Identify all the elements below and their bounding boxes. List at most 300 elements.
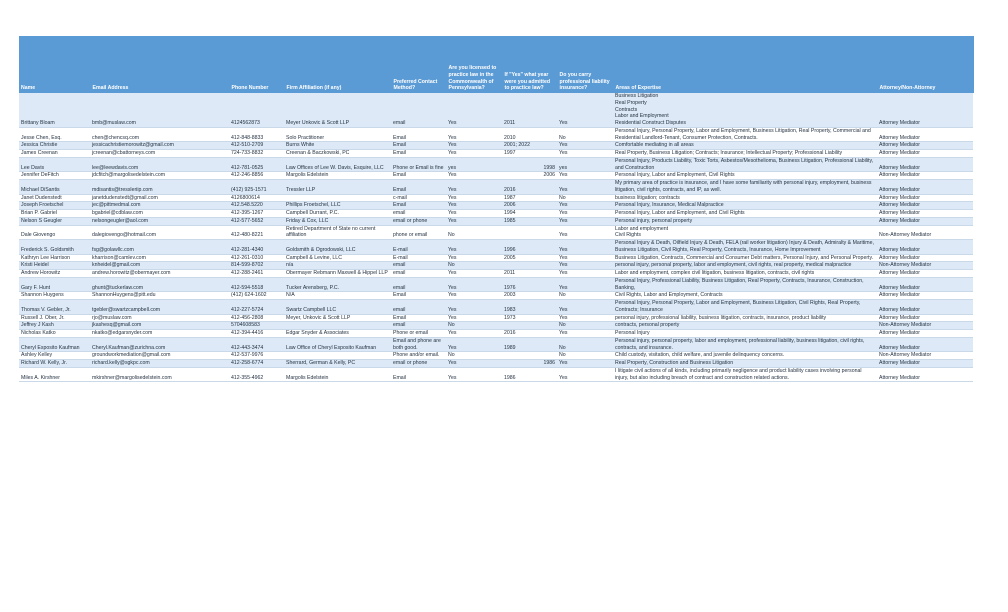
cell-year-admitted: [502, 352, 557, 360]
cell-email: ShannonHuygens@pitt.edu: [90, 292, 229, 300]
cell-expertise: Personal Injury & Death, Oilfield Injury & Death, FELA (rail worker litigation) Injury & Death, Admiralty & Maritime, Business Litigation, Civil Rights, Real Property, Contracts, Insurance, Home Improvement: [613, 240, 877, 255]
cell-pa-licensed: Yes: [446, 172, 502, 180]
cell-expertise: Personal injury, personal property, labor and employment, professional liability, business litigation, civil rights, contracts, and insurance.: [613, 337, 877, 352]
cell-name: Andrew Horowitz: [19, 270, 90, 278]
column-header-email: Email Address: [90, 36, 229, 93]
cell-firm: Tucker Arensberg, P.C.: [284, 277, 391, 292]
cell-contact-method: Phone and/or email.: [391, 352, 446, 360]
cell-expertise: Personal Injury, Labor and Employment, Civil Rights: [613, 172, 877, 180]
table-row: [19, 202, 973, 210]
cell-contact-method: E-mail: [391, 240, 446, 255]
cell-phone: 412-443-3474: [229, 337, 284, 352]
cell-attorney-type: Attorney Mediator: [877, 277, 973, 292]
cell-email: tgebler@swartzcampbell.com: [90, 300, 229, 315]
cell-contact-method: email: [391, 210, 446, 218]
cell-firm: Phillips Froetschel, LLC: [284, 202, 391, 210]
cell-pa-licensed: yes: [446, 157, 502, 172]
cell-firm: Sherrard, German & Kelly, PC: [284, 360, 391, 368]
cell-name: Jesse Chen, Esq.: [19, 127, 90, 142]
cell-attorney-type: Attorney Mediator: [877, 270, 973, 278]
cell-expertise: Labor and employment, complex civil litigation, business litigation, contracts, civil rights: [613, 270, 877, 278]
cell-contact-method: Email: [391, 367, 446, 382]
column-header-pa-licensed: Are you licensed to practice law in the Commonwealth of Pennsylvania?: [446, 36, 502, 93]
cell-phone: 412-288-2461: [229, 270, 284, 278]
cell-phone: 412-394-4416: [229, 330, 284, 338]
cell-year-admitted: 2016: [502, 180, 557, 195]
cell-liability-insurance: Yes: [557, 240, 613, 255]
cell-email: richard.kelly@sgkpc.com: [90, 360, 229, 368]
cell-attorney-type: Attorney Mediator: [877, 180, 973, 195]
cell-phone: 412-395-1267: [229, 210, 284, 218]
cell-pa-licensed: Yes: [446, 240, 502, 255]
cell-expertise: Personal Injury, Insurance, Medical Malpractice: [613, 202, 877, 210]
cell-year-admitted: 1973: [502, 314, 557, 322]
cell-contact-method: email: [391, 270, 446, 278]
spreadsheet: [19, 36, 973, 382]
cell-expertise: Personal Injury, Personal Property, Labor and Employment, Business Litigation, Civil Rights, Real Property, Contracts; Insurance: [613, 300, 877, 315]
cell-name: Gary F. Hunt: [19, 277, 90, 292]
cell-email: bmb@muslaw.com: [90, 93, 229, 127]
cell-expertise: Real Property, Construction and Business Litigation: [613, 360, 877, 368]
table-row: [19, 254, 973, 262]
cell-phone: 412-577-5652: [229, 217, 284, 225]
cell-email: jkashesq@gmail.com: [90, 322, 229, 330]
table-row: [19, 210, 973, 218]
cell-firm: Solo Practitioner: [284, 127, 391, 142]
cell-expertise: Personal Injury: [613, 330, 877, 338]
cell-firm: Campbell & Levine, LLC: [284, 254, 391, 262]
cell-liability-insurance: Yes: [557, 217, 613, 225]
cell-liability-insurance: Yes: [557, 210, 613, 218]
cell-email: janetdudenstedt@gmail.com: [90, 194, 229, 202]
cell-year-admitted: 1983: [502, 300, 557, 315]
cell-attorney-type: Attorney Mediator: [877, 93, 973, 127]
cell-pa-licensed: Yes: [446, 217, 502, 225]
table-row: [19, 270, 973, 278]
cell-liability-insurance: Yes: [557, 277, 613, 292]
cell-pa-licensed: No: [446, 262, 502, 270]
cell-phone: 724-733-8832: [229, 150, 284, 158]
cell-liability-insurance: Yes: [557, 93, 613, 127]
table-row: [19, 314, 973, 322]
cell-attorney-type: Attorney Mediator: [877, 292, 973, 300]
cell-liability-insurance: No: [557, 127, 613, 142]
cell-contact-method: Phone or Email is fine: [391, 157, 446, 172]
cell-expertise: Real Property, Business Litigation; Contracts; Insurance; Intellectual Property; Professional Liability: [613, 150, 877, 158]
cell-pa-licensed: Yes: [446, 127, 502, 142]
cell-phone: 412-246-8856: [229, 172, 284, 180]
cell-pa-licensed: No: [446, 352, 502, 360]
cell-liability-insurance: Yes: [557, 254, 613, 262]
cell-phone: 412-848-8833: [229, 127, 284, 142]
cell-firm: Law Offices of Lee W. Davis, Esquire, LLC: [284, 157, 391, 172]
table-row: [19, 322, 973, 330]
cell-liability-insurance: Yes: [557, 142, 613, 150]
cell-phone: 412-261-0310: [229, 254, 284, 262]
cell-name: Miles A. Kirshner: [19, 367, 90, 382]
column-header-contact-method: Preferred Contact Method?: [391, 36, 446, 93]
cell-pa-licensed: Yes: [446, 210, 502, 218]
mediator-table: [19, 36, 974, 382]
cell-name: Frederick S. Goldsmith: [19, 240, 90, 255]
cell-year-admitted: 2006: [502, 172, 557, 180]
cell-firm: Retired Department of State no current affiliation: [284, 225, 391, 240]
cell-liability-insurance: No: [557, 292, 613, 300]
cell-pa-licensed: Yes: [446, 194, 502, 202]
cell-phone: 814-599-8702: [229, 262, 284, 270]
column-header-phone: Phone Number: [229, 36, 284, 93]
cell-contact-method: Email: [391, 292, 446, 300]
cell-year-admitted: 1998: [502, 157, 557, 172]
cell-liability-insurance: No: [557, 194, 613, 202]
cell-liability-insurance: Yes: [557, 180, 613, 195]
cell-email: chen@chencsq.com: [90, 127, 229, 142]
cell-contact-method: email: [391, 300, 446, 315]
cell-name: Kathryn Lee Harrison: [19, 254, 90, 262]
cell-email: knheidel@gmail.com: [90, 262, 229, 270]
cell-email: bgabriel@cdblaw.com: [90, 210, 229, 218]
cell-liability-insurance: Yes: [557, 270, 613, 278]
cell-liability-insurance: Yes: [557, 367, 613, 382]
cell-pa-licensed: Yes: [446, 367, 502, 382]
cell-contact-method: Email and phone are both good.: [391, 337, 446, 352]
cell-expertise: personal injury, professional liability, business litigation, contracts, insurance, product liability: [613, 314, 877, 322]
cell-name: Janet Dudenstedt: [19, 194, 90, 202]
cell-year-admitted: [502, 322, 557, 330]
cell-contact-method: Phone or email: [391, 330, 446, 338]
cell-firm: Friday & Cox, LLC: [284, 217, 391, 225]
cell-name: James Creenan: [19, 150, 90, 158]
cell-name: Brian P. Gabriel: [19, 210, 90, 218]
cell-phone: (412) 925-1571: [229, 180, 284, 195]
cell-name: Nicholas Katko: [19, 330, 90, 338]
cell-pa-licensed: Yes: [446, 314, 502, 322]
cell-firm: Tressler LLP: [284, 180, 391, 195]
cell-email: jec@pittmedmal.com: [90, 202, 229, 210]
cell-email: rjo@muslaw.com: [90, 314, 229, 322]
table-row: [19, 367, 973, 382]
cell-firm: Margolis Edelstein: [284, 172, 391, 180]
cell-pa-licensed: Yes: [446, 292, 502, 300]
cell-year-admitted: [502, 225, 557, 240]
table-row: [19, 225, 973, 240]
column-header-liability-insurance: Do you carry professional liability insurance?: [557, 36, 613, 93]
table-row: [19, 352, 973, 360]
cell-email: Cheryl.Kaufman@zurichna.com: [90, 337, 229, 352]
cell-firm: Edgar Snyder & Associates: [284, 330, 391, 338]
cell-year-admitted: 1987: [502, 194, 557, 202]
cell-email: jessicachristiemorowitz@gmail.com: [90, 142, 229, 150]
cell-liability-insurance: Yes: [557, 262, 613, 270]
cell-email: kharrison@camlev.com: [90, 254, 229, 262]
cell-year-admitted: 2010: [502, 127, 557, 142]
cell-name: Thomas V. Gebler, Jr.: [19, 300, 90, 315]
cell-attorney-type: Non-Attorney Mediator: [877, 262, 973, 270]
cell-expertise: My primary area of practice is insurance, and I have some familiarity with personal injury, employment, business litigation, civil rights, contracts, and IP, as well.: [613, 180, 877, 195]
cell-liability-insurance: Yes: [557, 330, 613, 338]
cell-name: Richard W. Kelly, Jr.: [19, 360, 90, 368]
table-row: [19, 93, 973, 127]
cell-contact-method: phone or email: [391, 225, 446, 240]
table-row: [19, 240, 973, 255]
cell-year-admitted: 2006: [502, 202, 557, 210]
table-body: [19, 93, 973, 382]
cell-expertise: Personal Injury, Professional Liability, Business Litigation, Real Property, Contracts, Insurance, Construction, Banking,: [613, 277, 877, 292]
table-row: [19, 142, 973, 150]
cell-year-admitted: 1996: [502, 240, 557, 255]
cell-attorney-type: Non-Attorney Mediator: [877, 352, 973, 360]
cell-firm: n/a: [284, 262, 391, 270]
cell-attorney-type: Non-Attorney Mediator: [877, 322, 973, 330]
cell-phone: 412-227-5724: [229, 300, 284, 315]
table-row: [19, 337, 973, 352]
cell-attorney-type: Attorney Mediator: [877, 254, 973, 262]
cell-pa-licensed: Yes: [446, 277, 502, 292]
cell-name: Brittany Bloam: [19, 93, 90, 127]
cell-year-admitted: [502, 262, 557, 270]
cell-attorney-type: Attorney Mediator: [877, 330, 973, 338]
cell-firm: [284, 194, 391, 202]
table-row: [19, 292, 973, 300]
cell-liability-insurance: Yes: [557, 172, 613, 180]
cell-phone: 412-510-2709: [229, 142, 284, 150]
cell-phone: 412-594-5518: [229, 277, 284, 292]
cell-name: Lee Davis: [19, 157, 90, 172]
cell-expertise: personal injury, personal property, labor and employment, civil rights, real property, medical malpractice: [613, 262, 877, 270]
cell-contact-method: Email: [391, 172, 446, 180]
cell-liability-insurance: No: [557, 352, 613, 360]
cell-firm: Law Office of Cheryl Esposito Kaufman: [284, 337, 391, 352]
column-header-expertise: Areas of Expertise: [613, 36, 877, 93]
table-row: [19, 262, 973, 270]
cell-attorney-type: Attorney Mediator: [877, 217, 973, 225]
table-row: [19, 150, 973, 158]
cell-year-admitted: 1989: [502, 337, 557, 352]
cell-name: Russell J. Ober, Jr.: [19, 314, 90, 322]
cell-email: nkatko@edgarsnyder.com: [90, 330, 229, 338]
cell-name: Jennifer DeFitch: [19, 172, 90, 180]
cell-firm: Swartz Campbell LLC: [284, 300, 391, 315]
cell-year-admitted: 2011: [502, 270, 557, 278]
table-row: [19, 194, 973, 202]
cell-expertise: Personal Injury, Labor and Employment, and Civil Rights: [613, 210, 877, 218]
cell-firm: Obermayer Rebmann Maxwell & Hippel LLP: [284, 270, 391, 278]
cell-email: jcreenan@cbattorneys.com: [90, 150, 229, 158]
cell-attorney-type: Attorney Mediator: [877, 202, 973, 210]
cell-phone: 5704608583: [229, 322, 284, 330]
cell-contact-method: email or phone: [391, 360, 446, 368]
cell-attorney-type: Attorney Mediator: [877, 142, 973, 150]
cell-expertise: Child custody, visitation, child welfare, and juvenile delinquency concerns.: [613, 352, 877, 360]
cell-contact-method: email: [391, 93, 446, 127]
cell-year-admitted: 2005: [502, 254, 557, 262]
cell-firm: Creenan & Baczkowski, PC: [284, 150, 391, 158]
header-row: [19, 36, 973, 93]
cell-pa-licensed: Yes: [446, 254, 502, 262]
cell-pa-licensed: No: [446, 225, 502, 240]
cell-liability-insurance: Yes: [557, 225, 613, 240]
cell-expertise: business litigation; contracts: [613, 194, 877, 202]
cell-year-admitted: 1994: [502, 210, 557, 218]
cell-email: groundworkmediation@gmail.com: [90, 352, 229, 360]
cell-email: mkirshner@margolisedelstein.com: [90, 367, 229, 382]
cell-phone: 412-781-0525: [229, 157, 284, 172]
cell-expertise: Civil Rights, Labor and Employment, Contracts: [613, 292, 877, 300]
cell-attorney-type: Attorney Mediator: [877, 337, 973, 352]
table-row: [19, 330, 973, 338]
cell-firm: Meyer Unkovic & Scott LLP: [284, 93, 391, 127]
cell-phone: 412-480-8221: [229, 225, 284, 240]
cell-attorney-type: Attorney Mediator: [877, 367, 973, 382]
cell-liability-insurance: Yes: [557, 300, 613, 315]
cell-contact-method: email: [391, 262, 446, 270]
cell-phone: 412-456-2808: [229, 314, 284, 322]
table-row: [19, 360, 973, 368]
cell-email: mdisantis@tressleriip.com: [90, 180, 229, 195]
cell-expertise: Personal Injury, Products Liability, Toxic Torts, Asbestos/Mesothelioma, Business Litigation, Professional Liability, and Construction: [613, 157, 877, 172]
cell-year-admitted: 2011: [502, 93, 557, 127]
cell-pa-licensed: Yes: [446, 360, 502, 368]
column-header-year-admitted: If "Yes" what year were you admitted to practice law?: [502, 36, 557, 93]
cell-expertise: Comfortable mediating in all areas: [613, 142, 877, 150]
cell-phone: 412-355-4962: [229, 367, 284, 382]
cell-name: Kristi Heidel: [19, 262, 90, 270]
table-row: [19, 217, 973, 225]
cell-attorney-type: Attorney Mediator: [877, 127, 973, 142]
cell-liability-insurance: Yes: [557, 150, 613, 158]
table-row: [19, 300, 973, 315]
cell-contact-method: c-mail: [391, 194, 446, 202]
cell-contact-method: Email: [391, 150, 446, 158]
table-row: [19, 157, 973, 172]
cell-email: lee@leewdavis.com: [90, 157, 229, 172]
cell-phone: 4126800614: [229, 194, 284, 202]
cell-name: Dale Giovengo: [19, 225, 90, 240]
cell-attorney-type: Attorney Mediator: [877, 314, 973, 322]
cell-contact-method: Email: [391, 142, 446, 150]
cell-pa-licensed: Yes: [446, 337, 502, 352]
cell-attorney-type: Attorney Mediator: [877, 210, 973, 218]
cell-name: Jessica Christie: [19, 142, 90, 150]
cell-attorney-type: Attorney Mediator: [877, 172, 973, 180]
cell-attorney-type: Attorney Mediator: [877, 150, 973, 158]
cell-contact-method: Email: [391, 314, 446, 322]
cell-firm: [284, 322, 391, 330]
cell-attorney-type: Attorney Mediator: [877, 194, 973, 202]
cell-year-admitted: 1976: [502, 277, 557, 292]
cell-attorney-type: Attorney Mediator: [877, 157, 973, 172]
cell-email: jdcfitch@margolisedelstein.com: [90, 172, 229, 180]
cell-year-admitted: 2003: [502, 292, 557, 300]
cell-year-admitted: 2016: [502, 330, 557, 338]
column-header-attorney-type: Attorney/Non-Attorney: [877, 36, 973, 93]
cell-attorney-type: Attorney Mediator: [877, 240, 973, 255]
cell-name: Cheryl Esposito Kaufman: [19, 337, 90, 352]
cell-email: dalegiovengo@hotmail.com: [90, 225, 229, 240]
cell-email: andrew.horowitz@obermayer.com: [90, 270, 229, 278]
cell-phone: 4124562873: [229, 93, 284, 127]
cell-expertise: I litigate civil actions of all kinds, including primarily negligence and product liability cases involving personal injury, but also including breach of contract and construction related actions.: [613, 367, 877, 382]
cell-phone: 412.548.5220: [229, 202, 284, 210]
cell-attorney-type: Attorney Mediator: [877, 300, 973, 315]
cell-contact-method: email: [391, 277, 446, 292]
table-row: [19, 127, 973, 142]
cell-contact-method: Email: [391, 127, 446, 142]
cell-pa-licensed: Yes: [446, 150, 502, 158]
cell-pa-licensed: Yes: [446, 330, 502, 338]
cell-contact-method: email: [391, 322, 446, 330]
column-header-firm: Firm Affiliation (if any): [284, 36, 391, 93]
cell-phone: (412) 624-1602: [229, 292, 284, 300]
cell-pa-licensed: No: [446, 322, 502, 330]
cell-liability-insurance: Yes: [557, 314, 613, 322]
table-row: [19, 180, 973, 195]
cell-year-admitted: 1986: [502, 360, 557, 368]
cell-expertise: Business Litigation Real Property Contracts Labor and Employment Residential Construct Disputes: [613, 93, 877, 127]
cell-contact-method: email or phone: [391, 217, 446, 225]
cell-firm: N/A: [284, 292, 391, 300]
cell-name: Joseph Froetschel: [19, 202, 90, 210]
cell-name: Michael DiSantis: [19, 180, 90, 195]
cell-pa-licensed: Yes: [446, 300, 502, 315]
cell-year-admitted: 1985: [502, 217, 557, 225]
cell-expertise: Labor and employment Civil Rights: [613, 225, 877, 240]
cell-name: Ashley Kelley: [19, 352, 90, 360]
cell-email: nelsongeugler@aol.com: [90, 217, 229, 225]
cell-firm: Goldsmith & Ogrodowski, LLC: [284, 240, 391, 255]
cell-phone: 412-537-9976: [229, 352, 284, 360]
cell-pa-licensed: Yes: [446, 180, 502, 195]
cell-pa-licensed: Yes: [446, 202, 502, 210]
cell-liability-insurance: Yes: [557, 202, 613, 210]
cell-name: Nelson S Geugler: [19, 217, 90, 225]
cell-contact-method: Email: [391, 180, 446, 195]
table-row: [19, 277, 973, 292]
cell-liability-insurance: Yes: [557, 360, 613, 368]
cell-firm: Meyer, Unkovic & Scott LLP: [284, 314, 391, 322]
cell-expertise: contracts, personal property: [613, 322, 877, 330]
cell-liability-insurance: No: [557, 322, 613, 330]
cell-liability-insurance: No: [557, 337, 613, 352]
cell-phone: 412-258-6774: [229, 360, 284, 368]
cell-liability-insurance: yes: [557, 157, 613, 172]
cell-pa-licensed: Yes: [446, 142, 502, 150]
cell-attorney-type: Non-Attorney Mediator: [877, 225, 973, 240]
cell-email: ghunt@tuckerlaw.com: [90, 277, 229, 292]
cell-firm: Margolis Edelstein: [284, 367, 391, 382]
cell-year-admitted: 1986: [502, 367, 557, 382]
cell-contact-method: E-mail: [391, 254, 446, 262]
cell-expertise: Personal injury, personal property: [613, 217, 877, 225]
cell-year-admitted: 1997: [502, 150, 557, 158]
cell-year-admitted: 2001; 2022: [502, 142, 557, 150]
cell-email: fsg@golawllc.com: [90, 240, 229, 255]
cell-name: Shannon Huygens: [19, 292, 90, 300]
cell-expertise: Business Litigation, Contracts, Commercial and Consumer Debt matters, Personal Injury, and Personal Property.: [613, 254, 877, 262]
cell-firm: Burns White: [284, 142, 391, 150]
cell-firm: Campbell Durrant, P.C.: [284, 210, 391, 218]
cell-pa-licensed: Yes: [446, 270, 502, 278]
cell-attorney-type: Attorney Mediator: [877, 360, 973, 368]
cell-phone: 412-281-4340: [229, 240, 284, 255]
cell-name: Jeffrey J Kash: [19, 322, 90, 330]
cell-expertise: Personal Injury, Personal Property, Labor and Employment, Business Litigation, Real Property, Commercial and Residential Landlord-Tenant, Consumer Protection, Contracts.: [613, 127, 877, 142]
column-header-name: Name: [19, 36, 90, 93]
cell-pa-licensed: Yes: [446, 93, 502, 127]
cell-firm: [284, 352, 391, 360]
table-row: [19, 172, 973, 180]
cell-contact-method: Email: [391, 202, 446, 210]
